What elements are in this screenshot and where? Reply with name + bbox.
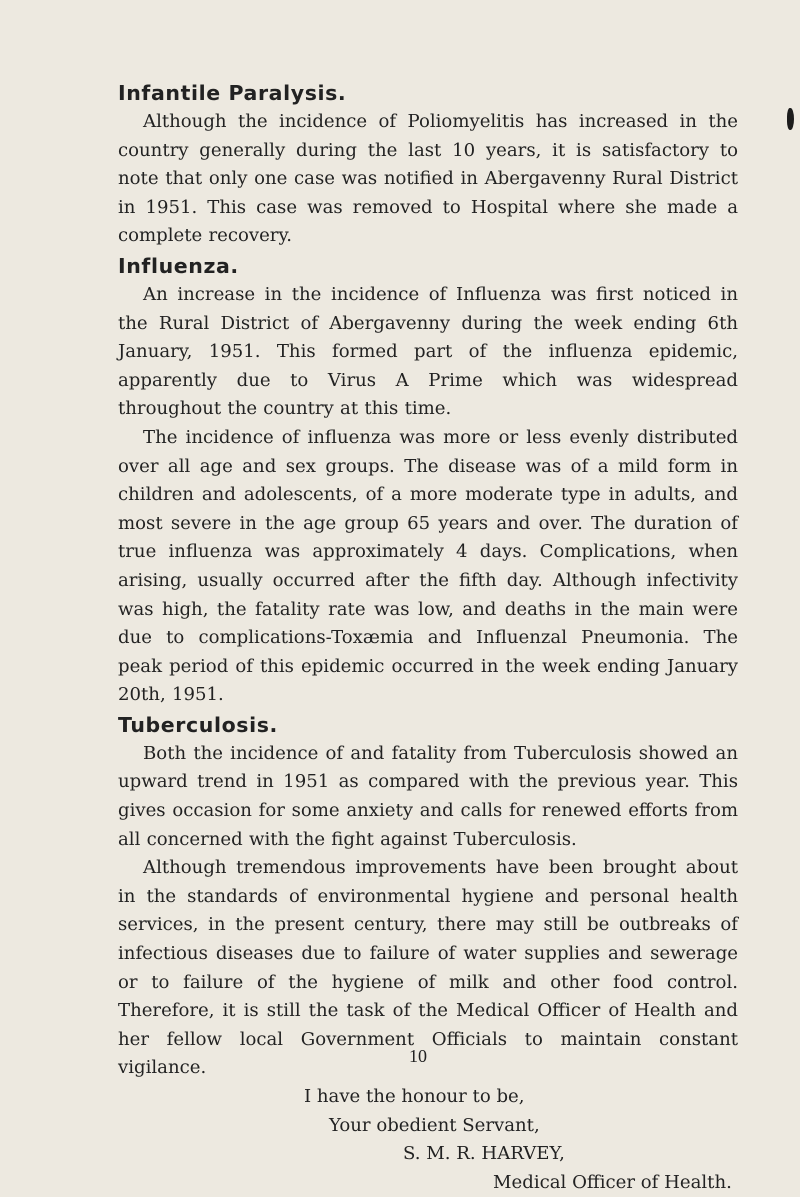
paragraph-infantile-1: Although the incidence of Poliomyelitis has increased in the country generally during the last 10 years, it is satisfactory to note that only one case was notified in Abergavenny Rural District in 1951. This case was removed to Hospital where she made a complete recovery. [118, 111, 738, 247]
signatory-title: Medical Officer of Health. [493, 1171, 732, 1193]
signatory-name: S. M. R. HARVEY, [403, 1143, 565, 1165]
closing-signature [118, 1083, 738, 1197]
paragraph-tuberculosis-1: Both the incidence of and fatality from Tuberculosis showed an upward trend in 1951 as compared with the previous year. This gives occasion for some anxiety and calls for renewed efforts from all concerned with the fight against Tuberculosis. [118, 742, 738, 850]
closing-line-servant: Your obedient Servant, [329, 1114, 540, 1136]
scan-edge-mark [787, 108, 794, 130]
paragraph-influenza-2: The incidence of influenza was more or less evenly distributed over all age and sex groups. The disease was of a mild form in children and adolescents, of a more moderate type in adults, and most severe in the age group 65 years and over. The duration of true influenza was approximately 4 days. Complications, when arising, usually occurred after the fifth day. Although infectivity was high, the fatality rate was low, and deaths in the main were due to complications-Toxæmia and Influenzal Pneumonia. The peak period of this epidemic occurred in the week ending January 20th, 1951. [118, 426, 738, 706]
heading-tuberculosis: Tuberculosis. [118, 712, 278, 737]
page-number: 10 [409, 1046, 427, 1066]
heading-infantile-paralysis: Infantile Paralysis. [118, 81, 347, 105]
document-page [118, 78, 738, 1197]
heading-influenza: Influenza. [118, 253, 239, 278]
paragraph-tuberculosis-2: Although tremendous improvements have been brought about in the standards of environmental hygiene and personal health services, in the present century, there may still be outbreaks of infectious diseases due to failure of water supplies and sewerage or to failure of the hygiene of milk and other food control. Therefore, it is still the task of the Medical Officer of Health and her fellow local Government Officials to maintain constant vigilance. [118, 857, 738, 1079]
paragraph-influenza-1: An increase in the incidence of Influenza was first noticed in the Rural District of Abergavenny during the week ending 6th January, 1951. This formed part of the influenza epidemic, apparently due to Virus A Prime which was widespread throughout the country at this time. [118, 283, 738, 420]
closing-line-honour: I have the honour to be, [304, 1086, 525, 1107]
